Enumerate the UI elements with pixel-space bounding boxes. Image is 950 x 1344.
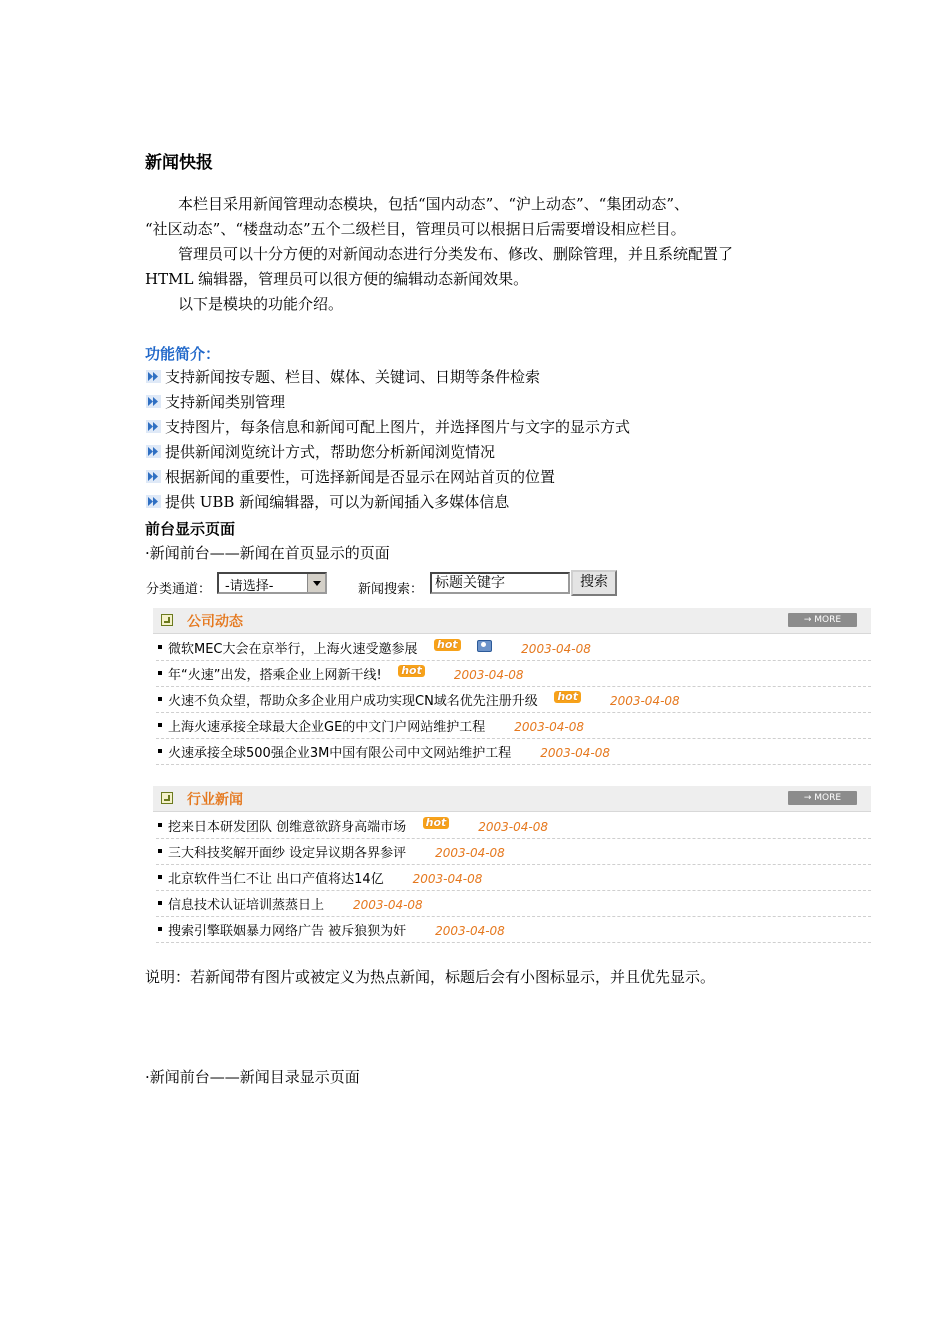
hot-badge-icon: hot bbox=[398, 665, 425, 677]
news-title-link[interactable]: 搜索引擎联姻暴力网络广告 被斥狼狈为奸 bbox=[168, 924, 407, 939]
feature-text: 支持图片，每条信息和新闻可配上图片，并选择图片与文字的显示方式 bbox=[165, 418, 631, 436]
news-title-link[interactable]: 挖来日本研发团队 创维意欲跻身高端市场 bbox=[168, 820, 407, 835]
feature-text: 提供新闻浏览统计方式，帮助您分析新闻浏览情况 bbox=[165, 443, 496, 461]
intro-line-5: 以下是模块的功能介绍。 bbox=[178, 295, 344, 313]
chevron-down-icon[interactable] bbox=[307, 574, 325, 592]
news-date: 2003-04-08 bbox=[514, 720, 584, 734]
search-input[interactable]: 标题关键字 bbox=[430, 572, 570, 594]
bullet-icon bbox=[158, 823, 162, 827]
hot-badge-icon: hot bbox=[554, 691, 581, 703]
bullet-icon bbox=[158, 849, 162, 853]
news-row[interactable] bbox=[156, 812, 871, 839]
feature-item bbox=[146, 416, 630, 437]
news-date: 2003-04-08 bbox=[540, 746, 610, 760]
double-arrow-icon bbox=[146, 420, 161, 433]
hot-badge-icon: hot bbox=[423, 817, 450, 829]
news-date: 2003-04-08 bbox=[453, 668, 524, 682]
news-row[interactable] bbox=[156, 916, 871, 943]
news-row-content bbox=[168, 868, 482, 887]
picture-icon bbox=[477, 640, 492, 652]
feature-text: 提供 UBB 新闻编辑器，可以为新闻插入多媒体信息 bbox=[165, 493, 510, 511]
news-row[interactable] bbox=[156, 890, 871, 917]
feature-item bbox=[146, 366, 540, 387]
news-row[interactable] bbox=[156, 864, 871, 891]
news-title-link[interactable]: 微软MEC大会在京举行，上海火速受邀参展 bbox=[168, 642, 418, 657]
search-label: 新闻搜索： bbox=[358, 582, 424, 597]
bullet-icon bbox=[158, 671, 162, 675]
news-title-link[interactable]: 火速不负众望，帮助众多企业用户成功实现CN域名优先注册升级 bbox=[168, 694, 538, 709]
double-arrow-icon bbox=[146, 395, 161, 408]
news-row[interactable] bbox=[156, 838, 871, 865]
bullet-icon bbox=[158, 901, 162, 905]
category-select-value: -请选择- bbox=[225, 579, 274, 594]
more-button[interactable]: → MORE bbox=[788, 791, 857, 805]
double-arrow-icon bbox=[146, 445, 161, 458]
search-button[interactable]: 搜索 bbox=[571, 570, 617, 596]
intro-line-4: HTML 编辑器，管理员可以很方便的编辑动态新闻效果。 bbox=[145, 270, 529, 288]
news-panel-header bbox=[153, 786, 871, 812]
intro-line-1: 本栏目采用新闻管理动态模块，包括“国内动态”、“沪上动态”、“集团动态”、 bbox=[178, 195, 690, 213]
feature-text: 支持新闻按专题、栏目、媒体、关键词、日期等条件检索 bbox=[165, 368, 541, 386]
news-date: 2003-04-08 bbox=[352, 898, 423, 912]
news-row-content bbox=[168, 842, 505, 861]
panel-title: 行业新闻 bbox=[187, 792, 243, 808]
features-heading: 功能简介： bbox=[145, 345, 221, 363]
double-arrow-icon bbox=[146, 370, 161, 383]
hot-badge-icon: hot bbox=[434, 639, 461, 651]
intro-line-3: 管理员可以十分方便的对新闻动态进行分类发布、修改、删除管理，并且系统配置了 bbox=[178, 245, 734, 263]
note-text: 说明：若新闻带有图片或被定义为热点新闻，标题后会有小图标显示，并且优先显示。 bbox=[145, 968, 716, 986]
subsection-home-page: ·新闻前台——新闻在首页显示的页面 bbox=[145, 544, 390, 562]
bullet-icon bbox=[158, 723, 162, 727]
bullet-icon bbox=[158, 697, 162, 701]
news-row-content bbox=[168, 638, 591, 657]
bullet-icon bbox=[158, 927, 162, 931]
news-row-content bbox=[168, 664, 524, 683]
news-title-link[interactable]: 年“火速”出发，搭乘企业上网新干线! bbox=[168, 668, 382, 683]
front-display-heading: 前台显示页面 bbox=[145, 520, 236, 538]
news-date: 2003-04-08 bbox=[478, 820, 549, 834]
category-label: 分类通道： bbox=[146, 582, 212, 597]
feature-item bbox=[146, 491, 509, 512]
panel-title: 公司动态 bbox=[187, 614, 243, 630]
bullet-icon bbox=[158, 749, 162, 753]
news-title-link[interactable]: 信息技术认证培训蒸蒸日上 bbox=[168, 898, 325, 913]
more-button[interactable]: → MORE bbox=[788, 613, 857, 627]
bullet-icon bbox=[158, 645, 162, 649]
feature-text: 根据新闻的重要性，可选择新闻是否显示在网站首页的位置 bbox=[165, 468, 556, 486]
feature-item bbox=[146, 466, 555, 487]
news-row-content bbox=[168, 716, 584, 735]
subsection-directory-page: ·新闻前台——新闻目录显示页面 bbox=[145, 1068, 360, 1086]
feature-item bbox=[146, 391, 285, 412]
category-select[interactable] bbox=[217, 572, 327, 594]
news-date: 2003-04-08 bbox=[435, 846, 505, 860]
news-row[interactable] bbox=[156, 634, 871, 661]
news-row[interactable] bbox=[156, 660, 871, 687]
feature-text: 支持新闻类别管理 bbox=[165, 393, 286, 411]
intro-line-2: “社区动态”、“楼盘动态”五个二级栏目，管理员可以根据日后需要增设相应栏目。 bbox=[145, 220, 686, 238]
page-title: 新闻快报 bbox=[145, 153, 213, 173]
news-row[interactable] bbox=[156, 738, 871, 765]
news-date: 2003-04-08 bbox=[521, 642, 591, 656]
news-row-content bbox=[168, 816, 548, 835]
bullet-icon bbox=[158, 875, 162, 879]
news-row-content bbox=[168, 920, 505, 939]
news-title-link[interactable]: 北京软件当仁不让 出口产值将达14亿 bbox=[168, 872, 384, 887]
news-date: 2003-04-08 bbox=[609, 694, 680, 708]
news-row[interactable] bbox=[156, 712, 871, 739]
news-row-content bbox=[168, 894, 423, 913]
news-row[interactable] bbox=[156, 686, 871, 713]
double-arrow-icon bbox=[146, 470, 161, 483]
news-title-link[interactable]: 火速承接全球500强企业3M中国有限公司中文网站维护工程 bbox=[168, 746, 512, 761]
double-arrow-icon bbox=[146, 495, 161, 508]
news-title-link[interactable]: 三大科技奖解开面纱 设定异议期各界参评 bbox=[168, 846, 407, 861]
news-row-content bbox=[168, 690, 680, 709]
feature-item bbox=[146, 441, 495, 462]
panel-arrow-icon bbox=[161, 792, 173, 804]
news-date: 2003-04-08 bbox=[412, 872, 483, 886]
news-row-content bbox=[168, 742, 610, 761]
news-date: 2003-04-08 bbox=[435, 924, 505, 938]
news-title-link[interactable]: 上海火速承接全球最大企业GE的中文门户网站维护工程 bbox=[168, 720, 486, 735]
news-panel-header bbox=[153, 608, 871, 634]
panel-arrow-icon bbox=[161, 614, 173, 626]
